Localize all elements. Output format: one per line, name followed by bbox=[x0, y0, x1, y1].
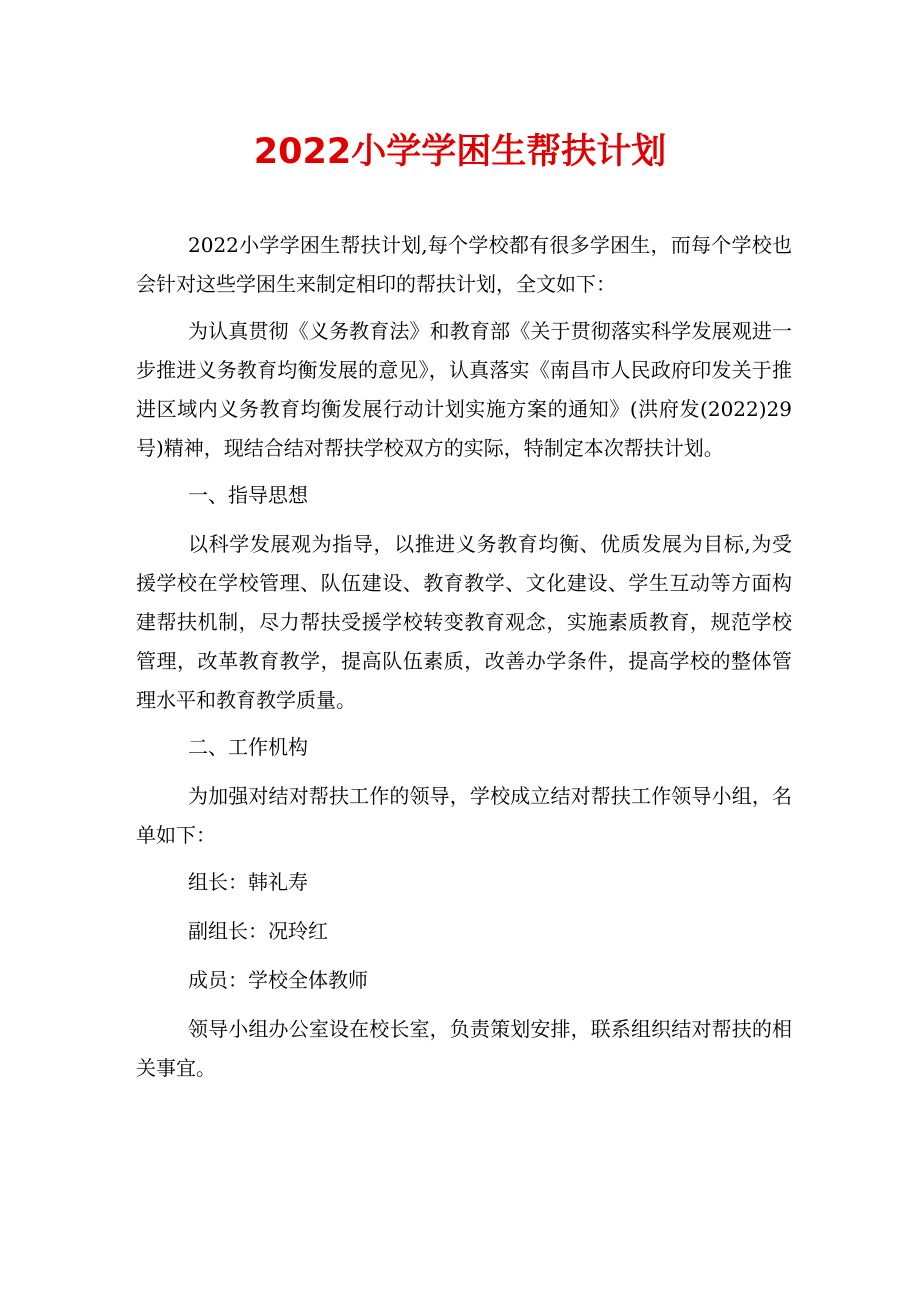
section-heading-guiding-ideology: 一、指导思想 bbox=[188, 483, 308, 507]
document-title: 2022小学学困生帮扶计划 bbox=[253, 132, 667, 172]
guiding-ideology-paragraph: 以科学发展观为指导，以推进义务教育均衡、优质发展为目标,为受援学校在学校管理、队伍建设、教育教学、文化建设、学生互动等方面构建帮扶机制，尽力帮扶受援学校转变教育观念，实施素质教育，规范学校管理，改革教育教学，提高队伍素质，改善办学条件，提高学校的整体管理水平和教育教学质量。 bbox=[136, 532, 792, 712]
members-line: 成员：学校全体教师 bbox=[188, 968, 368, 992]
policy-paragraph: 为认真贯彻《义务教育法》和教育部《关于贯彻落实科学发展观进一步推进义务教育均衡发展的意见》，认真落实《南昌市人民政府印发关于推进区域内义务教育均衡发展行动计划实施方案的通知》(洪府发(2022)29号)精神，现结合结对帮扶学校双方的实际，特制定本次帮扶计划。 bbox=[136, 319, 792, 460]
intro-paragraph: 2022小学学困生帮扶计划,每个学校都有很多学困生，而每个学校也会针对这些学困生来制定相印的帮扶计划，全文如下： bbox=[136, 233, 792, 296]
work-organization-paragraph: 为加强对结对帮扶工作的领导，学校成立结对帮扶工作领导小组，名单如下： bbox=[136, 784, 792, 847]
document-body bbox=[136, 226, 792, 1096]
section-heading-work-organization: 二、工作机构 bbox=[188, 735, 308, 759]
deputy-leader-line: 副组长：况玲红 bbox=[188, 919, 328, 943]
group-leader-line: 组长：韩礼寿 bbox=[188, 870, 308, 894]
office-paragraph: 领导小组办公室设在校长室，负责策划安排，联系组织结对帮扶的相关事宜。 bbox=[136, 1017, 792, 1080]
